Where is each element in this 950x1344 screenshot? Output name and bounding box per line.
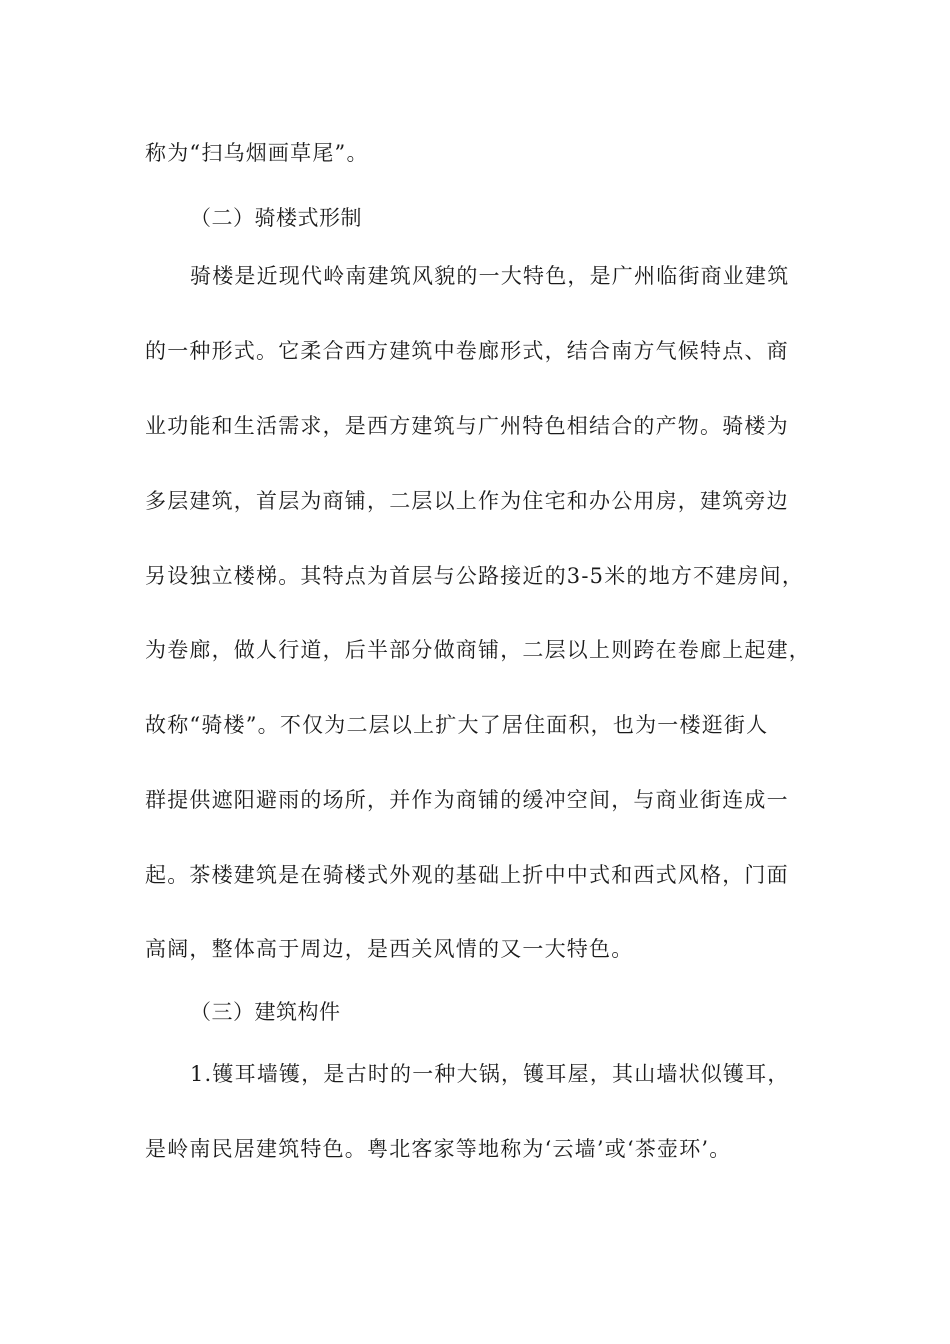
paragraph-line-10: 群提供遮阳避雨的场所，并作为商铺的缓冲空间，与商业街连成一 [145, 788, 789, 812]
paragraph-line-15: 是岭南民居建筑特色。粤北客家等地称为‘云墙’或‘茶壶环’。 [145, 1137, 732, 1161]
paragraph-line-3: 骑楼是近现代岭南建筑风貌的一大特色，是广州临街商业建筑 [190, 264, 790, 288]
paragraph-line-8: 为卷廊，做人行道，后半部分做商铺，二层以上则跨在卷廊上起建， [145, 638, 811, 662]
paragraph-line-11: 起。茶楼建筑是在骑楼式外观的基础上折中中式和西式风格，门面 [145, 863, 789, 887]
paragraph-line-14: 1.镬耳墙镬，是古时的一种大锅，镬耳屋，其山墙状似镬耳， [190, 1062, 790, 1086]
paragraph-line-12: 高阔，整体高于周边，是西关风情的又一大特色。 [145, 937, 634, 961]
paragraph-line-1: 称为“扫乌烟画草尾”。 [145, 141, 369, 165]
paragraph-line-9: 故称“骑楼”。不仅为二层以上扩大了居住面积，也为一楼逛街人 [145, 713, 769, 737]
paragraph-line-5: 业功能和生活需求，是西方建筑与广州特色相结合的产物。骑楼为 [145, 414, 789, 438]
paragraph-line-4: 的一种形式。它柔合西方建筑中卷廊形式，结合南方气候特点、商 [145, 339, 789, 363]
section-heading-3: （三）建筑构件 [190, 1000, 341, 1024]
paragraph-line-6: 多层建筑，首层为商铺，二层以上作为住宅和办公用房，建筑旁边 [145, 489, 789, 513]
paragraph-line-7: 另设独立楼梯。其特点为首层与公路接近的3-5米的地方不建房间， [145, 564, 805, 588]
section-heading-2: （二）骑楼式形制 [190, 206, 362, 230]
